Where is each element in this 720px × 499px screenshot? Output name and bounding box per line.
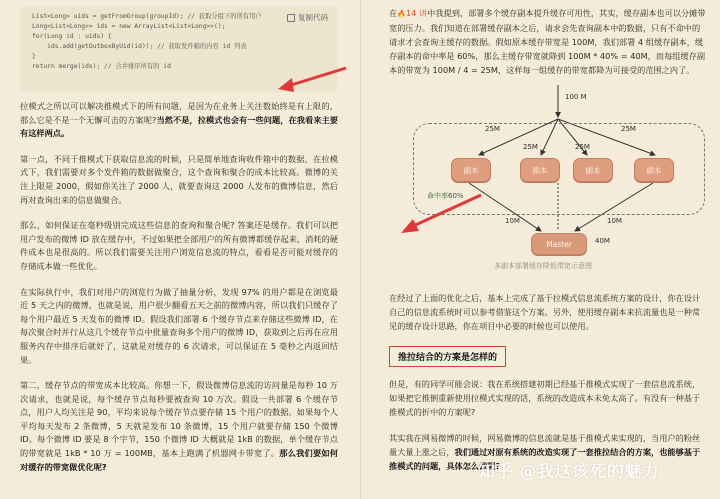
- to-master-label: 10M: [505, 217, 520, 225]
- red-arrow-icon: [278, 64, 348, 94]
- paragraph-text: 其实我在网易微博的时候，网易微博的信息流就是基于推模式来实现的，当用户的粉丝量大量上涨之后，: [389, 433, 701, 457]
- paragraph-text: 第二，缓存节点的带宽成本比较高。你想一下，假设微博信息流的访问量是每秒 10 万次请求，也就是说，每个缓存节点每秒要被查询 10 万次。假设一共部署 6 个缓存节点，用户人均关注是 90，平均来说每个缓存节点要存储 15 个用户的数据。如果每个人平均每天发布 2 条微博，5 天就是发布 10 条微博，15 个用户就要存储 150 个微博 ID。每个微博 ID 要是 8 个字节，150 个微博 ID 大概就是 1kB 的数据，单个缓存节点的带宽就是 1kB * 10 万 = 100MB，基本上跑满了机器网卡带宽了。: [20, 380, 338, 459]
- paragraph-bold: 我们通过对原有系统的改造实现了一套推拉结合的方案，也能够基于推模式的问题，具体怎么做呢?: [389, 447, 701, 471]
- code-line: return merge(ids); // 合并排序所有的 id: [32, 63, 171, 70]
- paragraph: 那么，如何保证在毫秒级别完成这些信息的查询和聚合呢? 答案还是缓存。我们可以把用户发布的微博 ID 放在缓存中，不过如果把全部用户的所有微博都缓存起来，消耗的硬件成本也是很高的。所以我们需要关注用户浏览信息流的特点，看看是否可能对缓存的存储成本做一些优化。: [20, 220, 338, 271]
- paragraph: 第一点，不同于推模式下获取信息流的时候，只是简单地查询收件箱中的数据，在拉模式下，我们需要对多个发件箱的数据做聚合，这个查询和聚合的成本比较高。微博的关注上限是 2000，假如你关注了 2000 人，就要查询这 2000 人发布的微博信息，然后再对查询出来的信息做聚合。: [20, 153, 338, 205]
- watermark: 知乎 @我这该死的魅力: [478, 462, 660, 482]
- lesson-link-label: 14 讲: [405, 8, 428, 18]
- paragraph: 但是，有的同学可能会说：我在系统搭建初期已经基于推模式实现了一套信息流系统，如果把它推倒重新使用拉模式实现的话，系统的改造成本未免太高了。有没有一种基于推模式的折中的方案呢?: [389, 379, 701, 417]
- cache-replica-diagram: [393, 85, 693, 273]
- paragraph-text: 拉模式之所以可以解决推模式下的所有问题，是因为在业务上关注数始终是有上限的，那么它是不是一个无懈可击的方案呢?: [20, 101, 338, 125]
- edge-label: 25M: [621, 125, 636, 133]
- paragraph: 在经过了上面的优化之后，基本上完成了基于拉模式信息流系统方案的设计，你在设计自己的信息流系统时可以参考借鉴这个方案。另外，使用缓存副本来抗流量也是一种常见的缓存设计思路，你在项目中必要的时候也可以使用。: [389, 293, 701, 331]
- replica-node: 副本: [451, 158, 491, 182]
- fire-icon: 🔥: [397, 10, 406, 18]
- code-line: for(Long id : uids) {: [32, 33, 112, 40]
- paragraph: [20, 100, 338, 141]
- paragraph-text: 在: [389, 8, 398, 18]
- replica-node: 副本: [634, 158, 674, 182]
- copy-icon: [287, 14, 295, 22]
- lesson-link[interactable]: [397, 8, 427, 18]
- copy-code-button[interactable]: [287, 12, 328, 23]
- copy-code-label: 复制代码: [298, 13, 328, 22]
- top-bandwidth-label: 100 M: [565, 93, 587, 101]
- paragraph-text: 中我提到，部署多个缓存副本提升缓存可用性，其实，缓存副本也可以分摊带宽的压力。我们知道在部署缓存副本之后，请求会先查询副本中的数据，只有不命中的请求才会查询主缓存的数据。假如原本缓存带宽是 100M，我们部署 4 组缓存副本，缓存副本的命中率是 60%，那么主缓存带宽就降到 100M * 40% = 40M，而每组缓存副本的带宽为 100M / 4 = 25M，这样每一组缓存的带宽都降为可接受的范围之内了。: [389, 8, 706, 75]
- paragraph-bold: 那么我们要如何对缓存的带宽做优化呢?: [20, 448, 338, 472]
- diagram-caption: 多副本部署缓存降低带宽示意图: [494, 262, 592, 270]
- hit-rate-label: 命中率60%: [427, 192, 464, 200]
- section-heading: 推拉结合的方案是怎样的: [389, 346, 506, 367]
- paragraph-bold: 当然不是，拉模式也会有一些问题，在我看来主要有这样两点。: [20, 114, 338, 139]
- code-line: List<Long> uids = getFromGroup(groupId); // 获取分组下的所有用户: [32, 13, 262, 20]
- code-line: }: [32, 53, 36, 60]
- edge-label: 25M: [485, 125, 500, 133]
- paragraph: [20, 379, 338, 474]
- master-bandwidth-label: 40M: [595, 237, 610, 245]
- edge-label: 25M: [575, 143, 590, 151]
- code-line: ids.add(getOutboxByUid(id)); // 获取发件箱的内容 id 列表: [32, 43, 247, 50]
- right-page: [360, 0, 720, 499]
- code-block: [20, 6, 338, 92]
- master-node: Master: [531, 233, 587, 255]
- paragraph: [389, 6, 706, 77]
- replica-node: 副本: [573, 158, 613, 182]
- code-line: Long<List<Long>> ids = new ArrayList<List<Long>>();: [32, 23, 226, 30]
- edge-label: 25M: [523, 143, 538, 151]
- paragraph: 在实际执行中，我们对用户的浏览行为做了抽量分析，发现 97% 的用户都是在浏览最近 5 天之内的微博，也就是说，用户很少翻看五天之前的微博内容，所以我们只缓存了每个用户最近 5 天发布的微博 ID。假设我们部署 6 个缓存节点来存储这些微博 ID，在每次聚合时并行从这几个缓存节点中批量查询多个用户的微博 ID，获取到之后再在应用服务内存中排序后就好了，这就是对缓存的 6 次请求，可以保证在 5 毫秒之内返回结果。: [20, 286, 338, 365]
- to-master-label: 10M: [607, 217, 622, 225]
- replica-node: 副本: [520, 158, 560, 182]
